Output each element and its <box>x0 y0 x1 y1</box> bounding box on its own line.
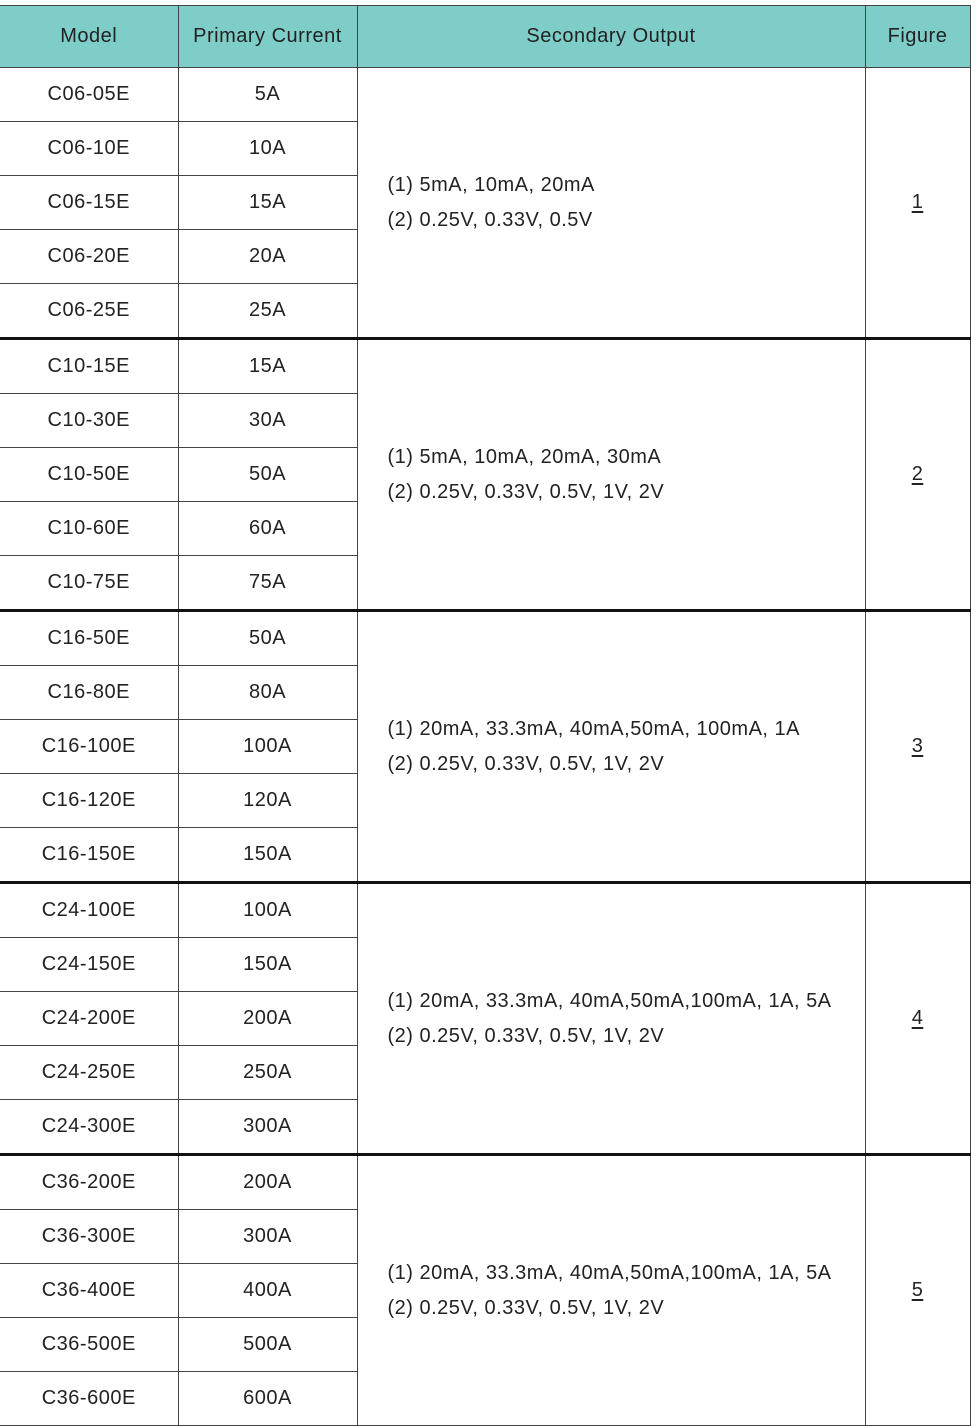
primary-current-cell: 100A <box>178 883 357 938</box>
primary-current-cell: 60A <box>178 502 357 556</box>
figure-link[interactable]: 4 <box>911 1007 924 1029</box>
primary-current-cell: 200A <box>178 1155 357 1210</box>
model-cell: C06-10E <box>0 122 178 176</box>
header-model: Model <box>0 6 178 68</box>
primary-current-cell: 300A <box>178 1100 357 1155</box>
model-cell: C16-120E <box>0 774 178 828</box>
model-cell: C06-25E <box>0 284 178 339</box>
model-cell: C36-500E <box>0 1318 178 1372</box>
secondary-output-cell <box>357 339 865 611</box>
model-cell: C06-05E <box>0 68 178 122</box>
header-figure: Figure <box>865 6 970 68</box>
secondary-output-cell <box>357 611 865 883</box>
primary-current-cell: 300A <box>178 1210 357 1264</box>
model-cell: C36-400E <box>0 1264 178 1318</box>
table-row <box>0 68 970 122</box>
model-cell: C24-300E <box>0 1100 178 1155</box>
primary-current-cell: 50A <box>178 611 357 666</box>
model-cell: C10-15E <box>0 339 178 394</box>
model-cell: C24-250E <box>0 1046 178 1100</box>
primary-current-cell: 200A <box>178 992 357 1046</box>
figure-cell <box>865 68 970 339</box>
primary-current-cell: 20A <box>178 230 357 284</box>
header-row <box>0 6 970 68</box>
secondary-output-cell <box>357 68 865 339</box>
primary-current-cell: 150A <box>178 938 357 992</box>
table-body <box>0 68 970 1426</box>
figure-link[interactable]: 2 <box>911 463 924 485</box>
secondary-output-line: (1) 5mA, 10mA, 20mA, 30mA <box>387 445 662 468</box>
secondary-output-line: (1) 20mA, 33.3mA, 40mA,50mA,100mA, 1A, 5A <box>387 989 832 1012</box>
primary-current-cell: 50A <box>178 448 357 502</box>
figure-link[interactable]: 1 <box>911 191 924 213</box>
secondary-output-line: (1) 5mA, 10mA, 20mA <box>387 173 595 196</box>
primary-current-cell: 15A <box>178 339 357 394</box>
figure-link[interactable]: 5 <box>911 1279 924 1301</box>
primary-current-cell: 80A <box>178 666 357 720</box>
model-cell: C24-100E <box>0 883 178 938</box>
secondary-output-cell <box>357 883 865 1155</box>
primary-current-cell: 30A <box>178 394 357 448</box>
secondary-output-line: (2) 0.25V, 0.33V, 0.5V, 1V, 2V <box>387 1024 665 1047</box>
primary-current-cell: 75A <box>178 556 357 611</box>
model-cell: C10-50E <box>0 448 178 502</box>
primary-current-cell: 5A <box>178 68 357 122</box>
primary-current-cell: 250A <box>178 1046 357 1100</box>
model-cell: C06-15E <box>0 176 178 230</box>
primary-current-cell: 500A <box>178 1318 357 1372</box>
table-row <box>0 339 970 394</box>
secondary-output-line: (1) 20mA, 33.3mA, 40mA,50mA,100mA, 1A, 5A <box>387 1261 832 1284</box>
model-cell: C10-30E <box>0 394 178 448</box>
header-secondary-output: Secondary Output <box>357 6 865 68</box>
table-row <box>0 1155 970 1210</box>
primary-current-cell: 10A <box>178 122 357 176</box>
figure-cell <box>865 339 970 611</box>
primary-current-cell: 15A <box>178 176 357 230</box>
model-cell: C36-600E <box>0 1372 178 1426</box>
header-primary-current: Primary Current <box>178 6 357 68</box>
primary-current-cell: 100A <box>178 720 357 774</box>
primary-current-cell: 600A <box>178 1372 357 1426</box>
model-cell: C16-80E <box>0 666 178 720</box>
table-row <box>0 611 970 666</box>
model-cell: C36-300E <box>0 1210 178 1264</box>
primary-current-cell: 150A <box>178 828 357 883</box>
figure-cell <box>865 1155 970 1426</box>
model-cell: C24-200E <box>0 992 178 1046</box>
secondary-output-line: (2) 0.25V, 0.33V, 0.5V <box>387 208 593 231</box>
secondary-output-line: (1) 20mA, 33.3mA, 40mA,50mA, 100mA, 1A <box>387 717 801 740</box>
primary-current-cell: 25A <box>178 284 357 339</box>
table-row <box>0 883 970 938</box>
secondary-output-line: (2) 0.25V, 0.33V, 0.5V, 1V, 2V <box>387 752 665 775</box>
secondary-output-line: (2) 0.25V, 0.33V, 0.5V, 1V, 2V <box>387 1296 665 1319</box>
primary-current-cell: 120A <box>178 774 357 828</box>
model-cell: C06-20E <box>0 230 178 284</box>
figure-cell <box>865 883 970 1155</box>
primary-current-cell: 400A <box>178 1264 357 1318</box>
secondary-output-line: (2) 0.25V, 0.33V, 0.5V, 1V, 2V <box>387 480 665 503</box>
model-cell: C24-150E <box>0 938 178 992</box>
model-cell: C10-75E <box>0 556 178 611</box>
model-cell: C10-60E <box>0 502 178 556</box>
secondary-output-cell <box>357 1155 865 1426</box>
figure-cell <box>865 611 970 883</box>
model-cell: C16-50E <box>0 611 178 666</box>
spec-table <box>0 5 971 1426</box>
model-cell: C16-150E <box>0 828 178 883</box>
model-cell: C16-100E <box>0 720 178 774</box>
figure-link[interactable]: 3 <box>911 735 924 757</box>
model-cell: C36-200E <box>0 1155 178 1210</box>
